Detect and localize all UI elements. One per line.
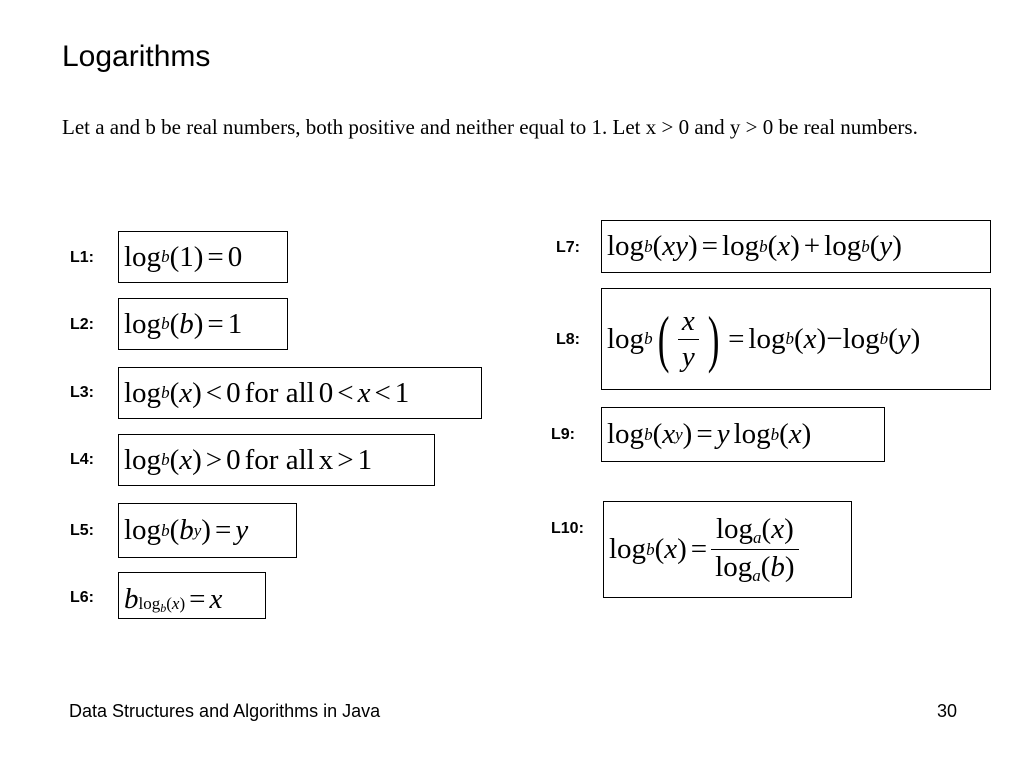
zero: 0 xyxy=(226,376,241,409)
page-title: Logarithms xyxy=(62,40,211,73)
rule-label-l7: L7: xyxy=(556,239,580,256)
x-roman: x xyxy=(318,443,334,476)
log: log xyxy=(124,240,162,273)
rule-label-l6: L6: xyxy=(70,589,94,606)
exp-y: y xyxy=(193,520,202,540)
equals: = xyxy=(696,418,713,450)
minus: − xyxy=(826,322,843,355)
paren: ( xyxy=(169,307,180,340)
rule-label-l9: L9: xyxy=(551,426,575,443)
paren: ( xyxy=(779,418,789,450)
x: x xyxy=(171,594,180,613)
zero: 0 xyxy=(318,376,334,409)
log: log xyxy=(124,443,162,476)
formula-l6 xyxy=(118,572,266,619)
formula-l7 xyxy=(601,220,991,273)
paren: ( xyxy=(761,513,772,545)
rule-label-l10: L10: xyxy=(551,520,584,537)
b: b xyxy=(770,551,785,583)
x: x xyxy=(788,418,802,450)
one: 1 xyxy=(357,443,373,476)
zero: 0 xyxy=(227,240,243,273)
base-b: b xyxy=(161,247,170,266)
x: x xyxy=(771,513,785,545)
zero: 0 xyxy=(226,443,241,476)
paren: ) xyxy=(201,514,211,546)
paren: ) xyxy=(192,376,202,409)
rule-label-l3: L3: xyxy=(70,384,94,401)
numerator-x: x xyxy=(681,304,695,337)
base-a: a xyxy=(752,566,761,585)
b: b xyxy=(124,583,139,615)
paren: ) xyxy=(801,418,812,450)
log: log xyxy=(715,551,753,583)
formula-l9 xyxy=(601,407,885,462)
x: x xyxy=(179,376,193,409)
base-a: a xyxy=(753,528,762,547)
paren: ) xyxy=(179,594,186,613)
footer-page-number: 30 xyxy=(937,701,958,721)
paren: ) xyxy=(687,230,698,262)
paren: ) xyxy=(892,230,902,262)
paren: ( xyxy=(793,322,804,355)
x: x xyxy=(777,230,791,262)
for-all: for all xyxy=(244,443,315,476)
y: y xyxy=(716,418,730,450)
b: b xyxy=(179,514,194,546)
paren: ( xyxy=(869,230,880,262)
paren: ) xyxy=(192,443,202,476)
log: log xyxy=(124,514,162,546)
paren: ( xyxy=(169,514,180,546)
footer-course-title: Data Structures and Algorithms in Java xyxy=(69,701,381,721)
formula-l8 xyxy=(601,288,991,390)
paren: ( xyxy=(652,230,663,262)
paren: ) xyxy=(784,551,795,583)
x: x xyxy=(357,376,371,409)
paren: ) xyxy=(193,307,204,340)
paren: ) xyxy=(784,513,794,545)
one: 1 xyxy=(227,307,243,340)
equals: = xyxy=(207,240,224,273)
less-than: < xyxy=(337,376,354,409)
paren: ( xyxy=(654,533,665,565)
paren: ( xyxy=(166,594,172,613)
equals: = xyxy=(214,514,232,546)
denominator-y: y xyxy=(678,339,699,374)
b: b xyxy=(179,307,194,340)
paren: ( xyxy=(888,322,898,355)
one: 1 xyxy=(179,240,194,273)
formula-l4 xyxy=(118,434,435,486)
formula-l5 xyxy=(118,503,297,558)
log: log xyxy=(124,376,162,409)
base-b: b xyxy=(770,424,780,444)
formula-l1 xyxy=(118,231,288,283)
log: log xyxy=(607,418,645,450)
paren: ( xyxy=(169,240,180,273)
log: log xyxy=(138,594,161,613)
equals: = xyxy=(690,533,708,565)
rule-label-l5: L5: xyxy=(70,522,94,539)
log: log xyxy=(607,230,645,262)
log: log xyxy=(748,322,786,355)
paren: ) xyxy=(193,240,204,273)
log: log xyxy=(124,307,162,340)
y: y xyxy=(897,322,911,355)
one: 1 xyxy=(394,376,410,409)
fraction-change-of-base xyxy=(711,513,798,586)
less-than: < xyxy=(205,376,223,409)
base-b: b xyxy=(646,539,655,559)
fraction-x-over-y xyxy=(678,305,699,374)
rule-label-l1: L1: xyxy=(70,249,94,266)
y: y xyxy=(235,514,249,546)
greater-than: > xyxy=(337,443,354,476)
base-b: b xyxy=(879,329,889,348)
formula-l10 xyxy=(603,501,852,598)
base-b: b xyxy=(160,601,167,615)
base-b: b xyxy=(161,314,170,333)
x: x xyxy=(179,443,193,476)
base-b: b xyxy=(644,424,653,444)
rule-label-l4: L4: xyxy=(70,451,94,468)
for-all: for all xyxy=(244,376,315,409)
base-b: b xyxy=(759,236,768,256)
formula-l3 xyxy=(118,367,482,419)
equals: = xyxy=(701,230,719,262)
x: x xyxy=(664,533,678,565)
x: x xyxy=(662,418,676,450)
big-paren: ) xyxy=(707,303,720,374)
xy: xy xyxy=(662,230,688,262)
denominator xyxy=(711,549,798,586)
formula-l2 xyxy=(118,298,288,350)
paren: ( xyxy=(767,230,778,262)
base-b: b xyxy=(644,236,653,256)
log: log xyxy=(609,533,647,565)
x: x xyxy=(803,322,817,355)
base-b: b xyxy=(644,329,653,348)
log: log xyxy=(715,513,754,545)
x: x xyxy=(209,583,223,615)
greater-than: > xyxy=(205,443,223,476)
numerator xyxy=(712,513,798,549)
log: log xyxy=(733,418,771,450)
base-b: b xyxy=(861,236,870,256)
paren: ( xyxy=(169,376,180,409)
paren: ) xyxy=(910,322,921,355)
big-paren: ( xyxy=(657,303,670,374)
y: y xyxy=(879,230,893,262)
paren: ( xyxy=(652,418,663,450)
base-b: b xyxy=(161,520,170,540)
paren: ) xyxy=(790,230,800,262)
paren: ) xyxy=(682,418,693,450)
paren: ( xyxy=(169,443,180,476)
paren: ( xyxy=(760,551,771,583)
base-b: b xyxy=(161,383,170,402)
plus: + xyxy=(803,230,821,262)
log: log xyxy=(824,230,862,262)
equals: = xyxy=(189,583,206,615)
rule-label-l2: L2: xyxy=(70,316,94,333)
paren: ) xyxy=(816,322,827,355)
base-b: b xyxy=(785,329,794,348)
paren: ) xyxy=(677,533,687,565)
equals: = xyxy=(207,307,224,340)
intro-paragraph: Let a and b be real numbers, both positive and neither equal to 1. Let x > 0 and y > 0 be real numbers. xyxy=(62,115,918,139)
rule-label-l8: L8: xyxy=(556,331,580,348)
exponent xyxy=(139,594,186,616)
exp-y: y xyxy=(675,424,683,444)
base-b: b xyxy=(161,450,170,469)
equals: = xyxy=(728,322,745,355)
log: log xyxy=(607,322,645,355)
log: log xyxy=(722,230,760,262)
log: log xyxy=(842,322,880,355)
less-than: < xyxy=(374,376,391,409)
